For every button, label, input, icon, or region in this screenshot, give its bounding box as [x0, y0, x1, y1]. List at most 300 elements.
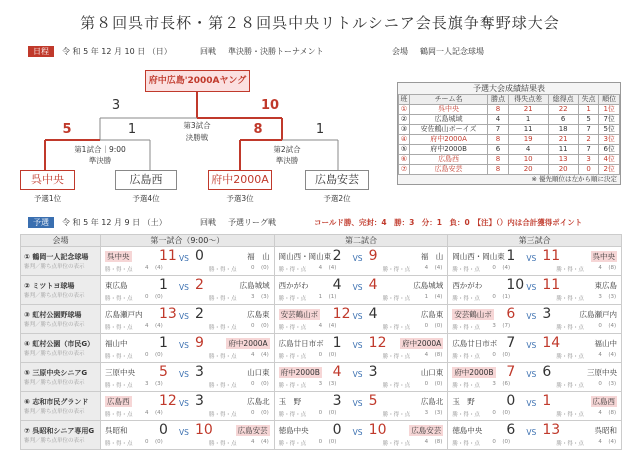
home-total: (0): [328, 439, 337, 445]
away-total: (3): [608, 381, 617, 387]
vs-label: VS: [526, 283, 537, 292]
home-team: 安芸鶴山ボ: [454, 310, 492, 319]
away-score: 14: [542, 335, 561, 351]
away-team: 山口東: [420, 368, 444, 377]
home-sub: 勝・得・点: [452, 383, 480, 389]
champion-box: 府中広島'2000Aヤング: [145, 70, 250, 92]
standings-row: [399, 105, 620, 115]
away-team: 広島城域: [239, 281, 270, 290]
home-total: (6): [502, 381, 511, 387]
vs-label: VS: [526, 254, 537, 263]
home-total: (4): [155, 410, 163, 416]
vs-label: VS: [179, 283, 189, 292]
home-score: 11: [159, 248, 177, 264]
standings-cell: 4: [488, 115, 509, 125]
semi1-left-score: 5: [62, 122, 72, 137]
game: [275, 305, 448, 333]
game: [275, 392, 448, 420]
venue-sub: 審判／勝ち点単位の表示: [24, 351, 85, 357]
away-total: (3): [434, 410, 443, 416]
away-score: 0: [195, 248, 204, 264]
home-score: 0: [332, 422, 342, 438]
standings-cell: 1: [508, 115, 548, 125]
game-cell: [101, 421, 275, 450]
prelim-grid: [20, 234, 622, 450]
semi2-left-score: 8: [253, 122, 263, 137]
standings-cell: 10: [508, 155, 548, 165]
standings-row: [399, 135, 620, 145]
game-cell: [448, 334, 622, 363]
game-cell: [274, 305, 448, 334]
home-score: 2: [332, 248, 342, 264]
date-tag: 日程: [28, 46, 54, 57]
game: [101, 392, 274, 420]
away-points: 0: [251, 410, 255, 416]
home-team: 岡山西・岡山東: [278, 252, 332, 261]
final-label: 第3試合: [183, 121, 211, 130]
away-total: (8): [608, 265, 617, 271]
prelim-row: [21, 247, 622, 276]
standings-header: 得失点差: [508, 95, 548, 105]
standings-cell: 11: [548, 145, 578, 155]
game-cell: [101, 276, 275, 305]
game: [101, 305, 274, 333]
venue-number: ④: [24, 340, 30, 348]
home-score: 12: [159, 393, 177, 409]
game: [275, 276, 448, 304]
game: [448, 276, 621, 304]
away-score: 13: [542, 422, 561, 438]
venue-cell: [21, 363, 101, 392]
away-sub: 勝・得・点: [209, 412, 237, 418]
away-points: 4: [251, 439, 255, 445]
away-total: (4): [608, 352, 617, 358]
prelim-round: 予選リーグ戦: [228, 218, 276, 227]
prelim-table: [20, 234, 622, 450]
final-left-score: 3: [111, 98, 121, 113]
prelim-header: 第二試合: [274, 235, 448, 247]
home-team: 玉 野: [452, 397, 475, 406]
standings-cell: 8: [488, 155, 509, 165]
home-points: 3: [318, 381, 323, 387]
venue-name: 志和市民グランド: [32, 398, 89, 406]
venue-cell: [21, 247, 101, 276]
standings-cell: 3位: [599, 135, 620, 145]
standings-row: [399, 125, 620, 135]
game-cell: [101, 334, 275, 363]
standings-cell: 4: [508, 145, 548, 155]
home-team: 広島西: [107, 397, 130, 406]
game-cell: [448, 305, 622, 334]
standings-cell: 13: [548, 155, 578, 165]
game: [101, 421, 274, 449]
away-total: (4): [608, 439, 617, 445]
away-points: 3: [598, 294, 602, 300]
standings-cell: 府中2000A: [409, 135, 487, 145]
vs-label: VS: [526, 428, 537, 437]
standings-cell: 安佐鶴山ボーイズ: [409, 125, 487, 135]
game: [275, 363, 448, 391]
away-team: 福 山: [420, 252, 444, 261]
standings-cell: ②: [399, 115, 410, 125]
venue-label: 会場: [392, 47, 408, 56]
away-sub: 勝・得・点: [556, 296, 584, 302]
game-cell: [101, 305, 275, 334]
final-date: 令 和 5 年 12 月 10 日 （日）: [62, 47, 172, 56]
home-points: 0: [492, 410, 496, 416]
away-score: 3: [368, 364, 378, 380]
away-sub: 勝・得・点: [209, 267, 237, 273]
prelim-row: [21, 363, 622, 392]
game: [448, 305, 621, 333]
away-points: 0: [424, 381, 429, 387]
home-points: 0: [318, 352, 323, 358]
home-team: 呉中央: [107, 252, 130, 261]
away-team: 広島北: [247, 397, 270, 406]
team-box-1: 呉中央: [20, 170, 75, 190]
away-score: 1: [542, 393, 552, 409]
standings-header: チーム名: [409, 95, 487, 105]
home-score: 1: [332, 335, 342, 351]
prelim-tag: 予選: [28, 217, 54, 228]
prelim-row: [21, 421, 622, 450]
home-score: 4: [332, 364, 342, 380]
standings-cell: ⑦: [399, 165, 410, 175]
home-total: (3): [328, 381, 337, 387]
standings-cell: 2位: [599, 165, 620, 175]
home-total: (3): [155, 381, 163, 387]
home-points: 0: [492, 265, 496, 271]
away-points: 3: [251, 294, 255, 300]
away-total: (0): [261, 265, 269, 271]
away-score: 2: [195, 277, 204, 293]
home-sub: 勝・得・点: [105, 325, 133, 331]
away-sub: 勝・得・点: [382, 412, 411, 418]
home-sub: 勝・得・点: [452, 267, 480, 273]
team-seed-3: 予選3位: [226, 194, 254, 203]
vs-label: VS: [526, 370, 537, 379]
away-total: (3): [261, 294, 269, 300]
game: [448, 363, 621, 391]
venue-cell: [21, 276, 101, 305]
home-team: 福山中: [105, 339, 128, 348]
game: [448, 392, 621, 420]
away-sub: 勝・得・点: [556, 325, 584, 331]
standings-cell: 広島城域: [409, 115, 487, 125]
standings-row: [399, 115, 620, 125]
home-points: 0: [492, 294, 496, 300]
home-total: (4): [328, 265, 337, 271]
game: [101, 363, 274, 391]
game-cell: [448, 421, 622, 450]
home-sub: 勝・得・点: [278, 267, 307, 273]
standings-cell: 6位: [599, 145, 620, 155]
home-score: 0: [506, 393, 516, 409]
home-team: 呉昭和: [105, 426, 128, 435]
away-sub: 勝・得・点: [382, 296, 411, 302]
away-team: 山口東: [247, 368, 270, 377]
home-team: 広島廿日市ボ: [452, 339, 498, 348]
away-score: 6: [542, 364, 552, 380]
game-cell: [274, 392, 448, 421]
home-points: 0: [318, 439, 323, 445]
standings-row: [399, 165, 620, 175]
venue-name: 鶴岡一人記念球場: [32, 253, 89, 261]
team-box-4: 広島安芸: [305, 170, 369, 190]
game-cell: [448, 392, 622, 421]
standings-cell: 0: [578, 165, 599, 175]
away-total: (0): [261, 323, 269, 329]
standings-cell: 7: [578, 145, 599, 155]
vs-label: VS: [179, 428, 189, 437]
home-points: 4: [318, 265, 323, 271]
away-total: (3): [608, 294, 617, 300]
venue-cell: [21, 392, 101, 421]
game: [448, 334, 621, 362]
away-team: 広島安芸: [411, 426, 442, 435]
standings-note: ※ 優先順位は左から順に決定: [531, 175, 617, 183]
away-team: 府中2000A: [402, 339, 442, 348]
standings-cell: 6: [548, 115, 578, 125]
home-total: (0): [328, 352, 337, 358]
standings-header: 失点: [578, 95, 599, 105]
vs-label: VS: [179, 399, 189, 408]
standings-cell: 21: [508, 105, 548, 115]
home-sub: 勝・得・点: [278, 325, 307, 331]
away-sub: 勝・得・点: [209, 354, 237, 360]
home-team: 徳島中央: [278, 426, 309, 435]
away-total: (0): [261, 381, 269, 387]
vs-label: VS: [179, 341, 189, 350]
away-total: (4): [434, 265, 443, 271]
home-sub: 勝・得・点: [278, 383, 307, 389]
away-points: 4: [251, 352, 255, 358]
home-sub: 勝・得・点: [278, 296, 307, 302]
standings-cell: 5: [578, 115, 599, 125]
away-sub: 勝・得・点: [382, 354, 411, 360]
home-sub: 勝・得・点: [278, 354, 307, 360]
away-points: 1: [424, 294, 429, 300]
home-sub: 勝・得・点: [452, 354, 480, 360]
away-team: 広島北: [420, 397, 444, 406]
home-team: 岡山西・岡山東: [452, 252, 505, 261]
home-sub: 勝・得・点: [452, 412, 480, 418]
vs-label: VS: [179, 312, 189, 321]
away-points: 0: [598, 381, 602, 387]
prelim-row: [21, 392, 622, 421]
away-sub: 勝・得・点: [556, 267, 584, 273]
home-points: 0: [145, 352, 149, 358]
away-team: 福 山: [247, 252, 270, 261]
standings-cell: 20: [508, 165, 548, 175]
venue-sub: 審判／勝ち点単位の表示: [24, 409, 85, 415]
away-sub: 勝・得・点: [382, 267, 411, 273]
away-sub: 勝・得・点: [556, 354, 584, 360]
standings-cell: 20: [548, 165, 578, 175]
home-sub: 勝・得・点: [105, 441, 133, 447]
away-sub: 勝・得・点: [556, 441, 584, 447]
away-sub: 勝・得・点: [209, 441, 237, 447]
prelim-row: [21, 334, 622, 363]
venue-cell: [21, 421, 101, 450]
vs-label: VS: [352, 341, 363, 350]
away-points: 4: [598, 352, 602, 358]
away-total: (8): [434, 352, 443, 358]
standings-panel: [397, 82, 621, 185]
standings-cell: 7位: [599, 115, 620, 125]
vs-label: VS: [526, 312, 537, 321]
home-sub: 勝・得・点: [105, 354, 133, 360]
standings-cell: 広島西: [409, 155, 487, 165]
home-total: (4): [155, 265, 163, 271]
home-points: 0: [492, 352, 496, 358]
home-score: 5: [159, 364, 168, 380]
away-points: 4: [424, 439, 429, 445]
venue-number: ②: [24, 282, 30, 290]
home-sub: 勝・得・点: [278, 412, 307, 418]
home-points: 3: [145, 381, 149, 387]
game-cell: [274, 247, 448, 276]
game: [275, 247, 448, 275]
home-score: 1: [159, 335, 168, 351]
venue-name: 虹村公園（市民G）: [32, 340, 95, 348]
away-score: 5: [368, 393, 378, 409]
away-total: (8): [434, 439, 443, 445]
venue-number: ①: [24, 253, 30, 261]
game-cell: [101, 247, 275, 276]
vs-label: VS: [352, 283, 363, 292]
vs-label: VS: [179, 254, 189, 263]
away-sub: 勝・得・点: [556, 412, 584, 418]
home-sub: 勝・得・点: [278, 441, 307, 447]
away-score: 2: [195, 306, 204, 322]
home-team: 玉 野: [278, 397, 302, 406]
home-sub: 勝・得・点: [105, 412, 133, 418]
standings-header: 総得点: [548, 95, 578, 105]
standings-cell: 1: [578, 105, 599, 115]
standings-cell: 3: [578, 155, 599, 165]
game: [101, 276, 274, 304]
standings-cell: ①: [399, 105, 410, 115]
away-total: (0): [434, 381, 443, 387]
home-score: 3: [332, 393, 342, 409]
semi2-label: 第2試合: [273, 145, 301, 154]
home-total: (0): [502, 439, 511, 445]
home-total: (0): [502, 410, 511, 416]
away-total: (4): [261, 439, 269, 445]
vs-label: VS: [352, 312, 363, 321]
home-team: 徳島中央: [452, 426, 483, 435]
venue-value: 鶴岡一人記念球場: [420, 47, 484, 56]
venue-sub: 審判／勝ち点単位の表示: [24, 322, 85, 328]
game-cell: [448, 276, 622, 305]
prelim-row: [21, 276, 622, 305]
away-sub: 勝・得・点: [209, 296, 237, 302]
standings-cell: ⑤: [399, 145, 410, 155]
team-box-3: 府中2000A: [208, 170, 272, 190]
home-total: (0): [155, 352, 163, 358]
away-team: 東広島: [594, 281, 617, 290]
home-total: (1): [502, 294, 511, 300]
venue-number: ③: [24, 311, 30, 319]
prelim-date: 令 和 5 年 12 月 9 日 （土）: [62, 218, 167, 227]
home-score: 7: [506, 335, 516, 351]
away-sub: 勝・得・点: [382, 383, 411, 389]
away-total: (4): [434, 294, 443, 300]
away-score: 10: [368, 422, 387, 438]
home-team: 府中2000B: [454, 368, 494, 377]
away-team: 三原中央: [587, 368, 617, 377]
round-value: 準決勝・決勝トーナメント: [228, 47, 324, 56]
prelim-header: 第一試合（9:00～）: [101, 235, 275, 247]
away-points: 0: [598, 323, 602, 329]
away-total: (0): [434, 323, 443, 329]
away-points: 3: [424, 410, 429, 416]
semi1-label: 第1試合｜9:00: [74, 145, 126, 154]
standings-cell: 8: [488, 105, 509, 115]
venue-cell: [21, 334, 101, 363]
game-cell: [448, 247, 622, 276]
home-sub: 勝・得・点: [452, 325, 480, 331]
game: [275, 421, 448, 449]
vs-label: VS: [352, 254, 363, 263]
home-team: 府中2000B: [280, 368, 320, 377]
standings-cell: 8: [488, 135, 509, 145]
home-points: 0: [145, 439, 149, 445]
vs-label: VS: [352, 428, 363, 437]
home-points: 0: [145, 294, 149, 300]
standings-cell: 21: [548, 135, 578, 145]
game: [101, 247, 274, 275]
away-points: 0: [251, 265, 255, 271]
game: [275, 334, 448, 362]
game: [448, 247, 621, 275]
standings-cell: 呉中央: [409, 105, 487, 115]
away-score: 9: [195, 335, 204, 351]
home-team: 広島廿日市ボ: [278, 339, 324, 348]
away-sub: 勝・得・点: [382, 325, 411, 331]
standings-cell: ⑥: [399, 155, 410, 165]
team-box-2: 広島西: [115, 170, 177, 190]
page-title: 第８回呉市長杯・第２８回呉中央リトルシニア会長旗争奪野球大会: [80, 14, 560, 32]
vs-label: VS: [526, 399, 537, 408]
away-score: 4: [368, 306, 378, 322]
away-team: 広島東: [247, 310, 270, 319]
away-total: (0): [261, 410, 269, 416]
away-team: 呉中央: [592, 252, 615, 261]
final-right-score: 10: [260, 98, 280, 113]
away-total: (8): [608, 410, 617, 416]
team-seed-1: 予選1位: [33, 194, 62, 203]
home-total: (0): [328, 410, 337, 416]
away-score: 11: [542, 248, 561, 264]
home-score: 0: [159, 422, 168, 438]
standings-title: 予選大会成績結果表: [473, 84, 545, 93]
home-points: 4: [145, 410, 149, 416]
home-sub: 勝・得・点: [452, 296, 480, 302]
away-points: 0: [251, 381, 255, 387]
venue-name: 三原中央シニアG: [32, 369, 88, 377]
venue-cell: [21, 305, 101, 334]
home-total: (4): [328, 323, 337, 329]
vs-label: VS: [179, 370, 189, 379]
away-team: 広島東: [420, 310, 444, 319]
home-score: 6: [506, 306, 516, 322]
prelim-round-label: 回戦: [200, 218, 216, 227]
away-score: 11: [542, 277, 561, 293]
home-sub: 勝・得・点: [452, 441, 480, 447]
away-team: 広島城域: [413, 281, 444, 290]
